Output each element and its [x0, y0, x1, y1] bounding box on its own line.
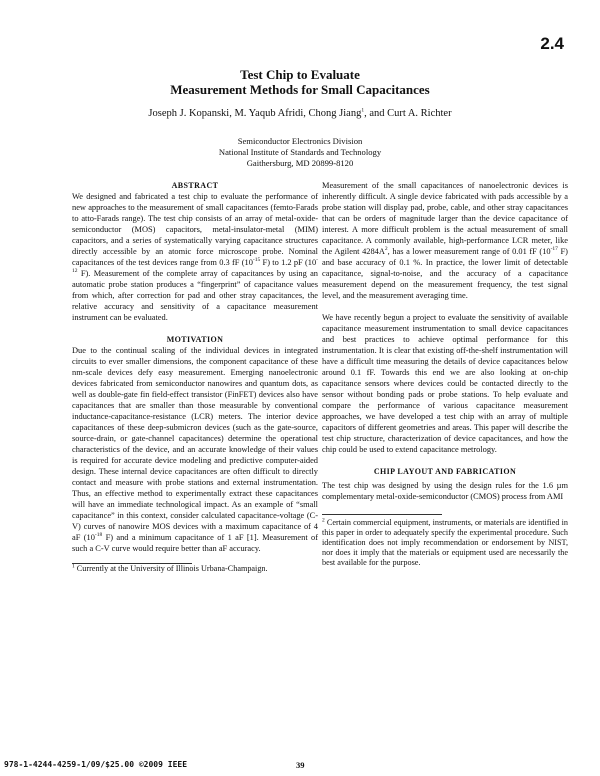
measurement-text-b: , has a lower measurement range of 0.01 fF (10	[387, 247, 551, 256]
right-column	[322, 180, 568, 568]
measurement-text-a: Measurement of the small capacitances of nanoelectronic devices is inherently difficult. A single device fabricated with pads accessible by a probe station will display pad, probe, cable, and other stray capacitances that can be orders of magnitude larger than the device capacitance of interest. A more difficult problem is the actual measurement of small capacitance. A commonly available, high-performance LCR meter, like the Agilent 4284A	[322, 181, 568, 256]
chip-layout-heading: CHIP LAYOUT AND FABRICATION	[373, 467, 517, 476]
abstract-text-a: We designed and fabricated a test chip to evaluate the performance of new approaches to the measurement of small capacitances (femto-Farads to atto-Farads range). The test chip consists of an array of metal-oxide-semiconductor (MOS) capacitors, metal-insulator-metal (MIM) capacitors, and a series of systematically varying capacitance structures directly accessible by an atomic force microscope probe. Nominal capacitances of the test devices range from 0.3 fF (10	[72, 192, 318, 267]
affiliation-address: Gaithersburg, MD 20899-8120	[246, 158, 354, 168]
motivation-paragraph	[72, 345, 318, 554]
motivation-text-b: F) and a minimum capacitance of 1 aF [1]. Measurement of such a C-V curve would require better than aF accuracy.	[72, 533, 318, 553]
footnote-rule-right	[322, 514, 442, 515]
authors-first: Joseph J. Kopanski, M. Yaqub Afridi, Chong Jiang	[148, 108, 362, 119]
authors-last: , and Curt A. Richter	[364, 108, 452, 119]
measurement-text-c: F) and base accuracy of 0.1 %. In practice, the lower limit of detectable capacitance, signal-to-noise, and the accuracy of a capacitance measurement depend on the measurement frequency, the test signal level, and the measurement averaging time.	[322, 247, 568, 300]
author-list	[0, 108, 600, 119]
motivation-exponent: -18	[94, 532, 103, 539]
abstract-exponent-1: -15	[252, 257, 261, 264]
abstract-text-b: F) to 1.2 pF (10	[260, 258, 317, 267]
footnote-1	[72, 564, 318, 574]
footnote-1-mark: 1	[72, 563, 75, 570]
footnote-2-text: Certain commercial equipment, instruments, or materials are identified in this paper in order to adequately specify the experimental procedure. Such identification does not imply recommendation or endorsement by NIST, nor does it imply that the materials or equipment used are necessarily the best available for the purpose.	[322, 518, 568, 567]
title-line-1: Test Chip to Evaluate	[240, 67, 360, 82]
affiliation-institute: National Institute of Standards and Technology	[218, 147, 382, 157]
abstract-text-c: F). Measurement of the complete array of capacitances by using an automatic probe station produces a “fingerprint” of capacitance values from which, after correction for pad and other stray capacitances, the relative accuracy and sensitivity of a capacitance measurement instrument can be evaluated.	[72, 269, 318, 322]
footer-isbn: 978-1-4244-4259-1/09/$25.00 ©2009 IEEE	[4, 760, 188, 769]
paper-title	[0, 67, 600, 97]
measurement-paragraph	[322, 180, 568, 301]
section-number: 2.4	[540, 34, 564, 53]
project-paragraph: We have recently begun a project to evaluate the sensitivity of available capacitance measurement instrumentation to small device capacitances and best practices to achieve optimal performance for this instrumentation. It is clear that existing off-the-shelf instrumentation will have a difficult time measuring the details of device capacitances below around 0.1 fF. Towards this end we are also looking at on-chip capacitance sensors where devices could be contacted directly to the sensor without bonding pads or probe stations. To help evaluate and compare the performance of various capacitance measurement approaches, we have developed a test chip with an array of multiple capacitors of different geometries and areas. This paper will describe the test chip structure, characterization of device capacitances, and how the chip could be used to extend capacitance metrology.	[322, 313, 568, 454]
affiliation-division: Semiconductor Electronics Division	[237, 136, 363, 146]
footnote-2-mark: 2	[322, 517, 325, 524]
chip-layout-paragraph: The test chip was designed by using the design rules for the 1.6 µm complementary metal-oxide-semiconductor (CMOS) process from AMI	[322, 481, 568, 501]
left-column	[72, 180, 318, 574]
motivation-heading: MOTIVATION	[166, 335, 224, 344]
measurement-footnote-mark: 2	[384, 246, 388, 253]
measurement-exponent: -17	[550, 246, 558, 253]
authors-footnote-mark: 1	[361, 107, 365, 114]
abstract-heading: ABSTRACT	[171, 181, 219, 190]
footnote-2	[322, 518, 568, 568]
footnote-1-text: Currently at the University of Illinois Urbana-Champaign.	[74, 564, 268, 573]
abstract-paragraph	[72, 191, 318, 323]
affiliation	[0, 136, 600, 169]
abstract-exponent-2: -12	[72, 257, 318, 275]
motivation-text-a: Due to the continual scaling of the individual devices in integrated circuits to ever smaller dimensions, the component capacitance of these nm-scale devices defy easy measurement. Emerging nanoelectronic devices fabricated from semiconductor nanowires and quantum dots, as well as double-gate fin field-effect transistor (FinFET) devices also have capacitances that are smaller than those measurable by conventional inductance-capacitance-resistance (LCR) meters. The interior device capacitances of these deep-submicron devices (such as the gate-source, source-drain, or gate-channel capacitances) determine the operational characteristics of the device, and an accurate knowledge of their values is required for accurate device modeling and predictive computer-aided design. These internal device capacitances are often difficult to directly contact and measure with probe stations and external instrumentation. Thus, an effective method to experimentally extract these capacitances will have an immediate technological impact. As an example of “small capacitance” in this context, consider calculated capacitance-voltage (C-V) curves of nanowire MOS devices with a maximum capacitance of 4 aF (10	[72, 346, 318, 542]
title-line-2: Measurement Methods for Small Capacitances	[170, 82, 430, 97]
page-number: 39	[296, 760, 305, 770]
